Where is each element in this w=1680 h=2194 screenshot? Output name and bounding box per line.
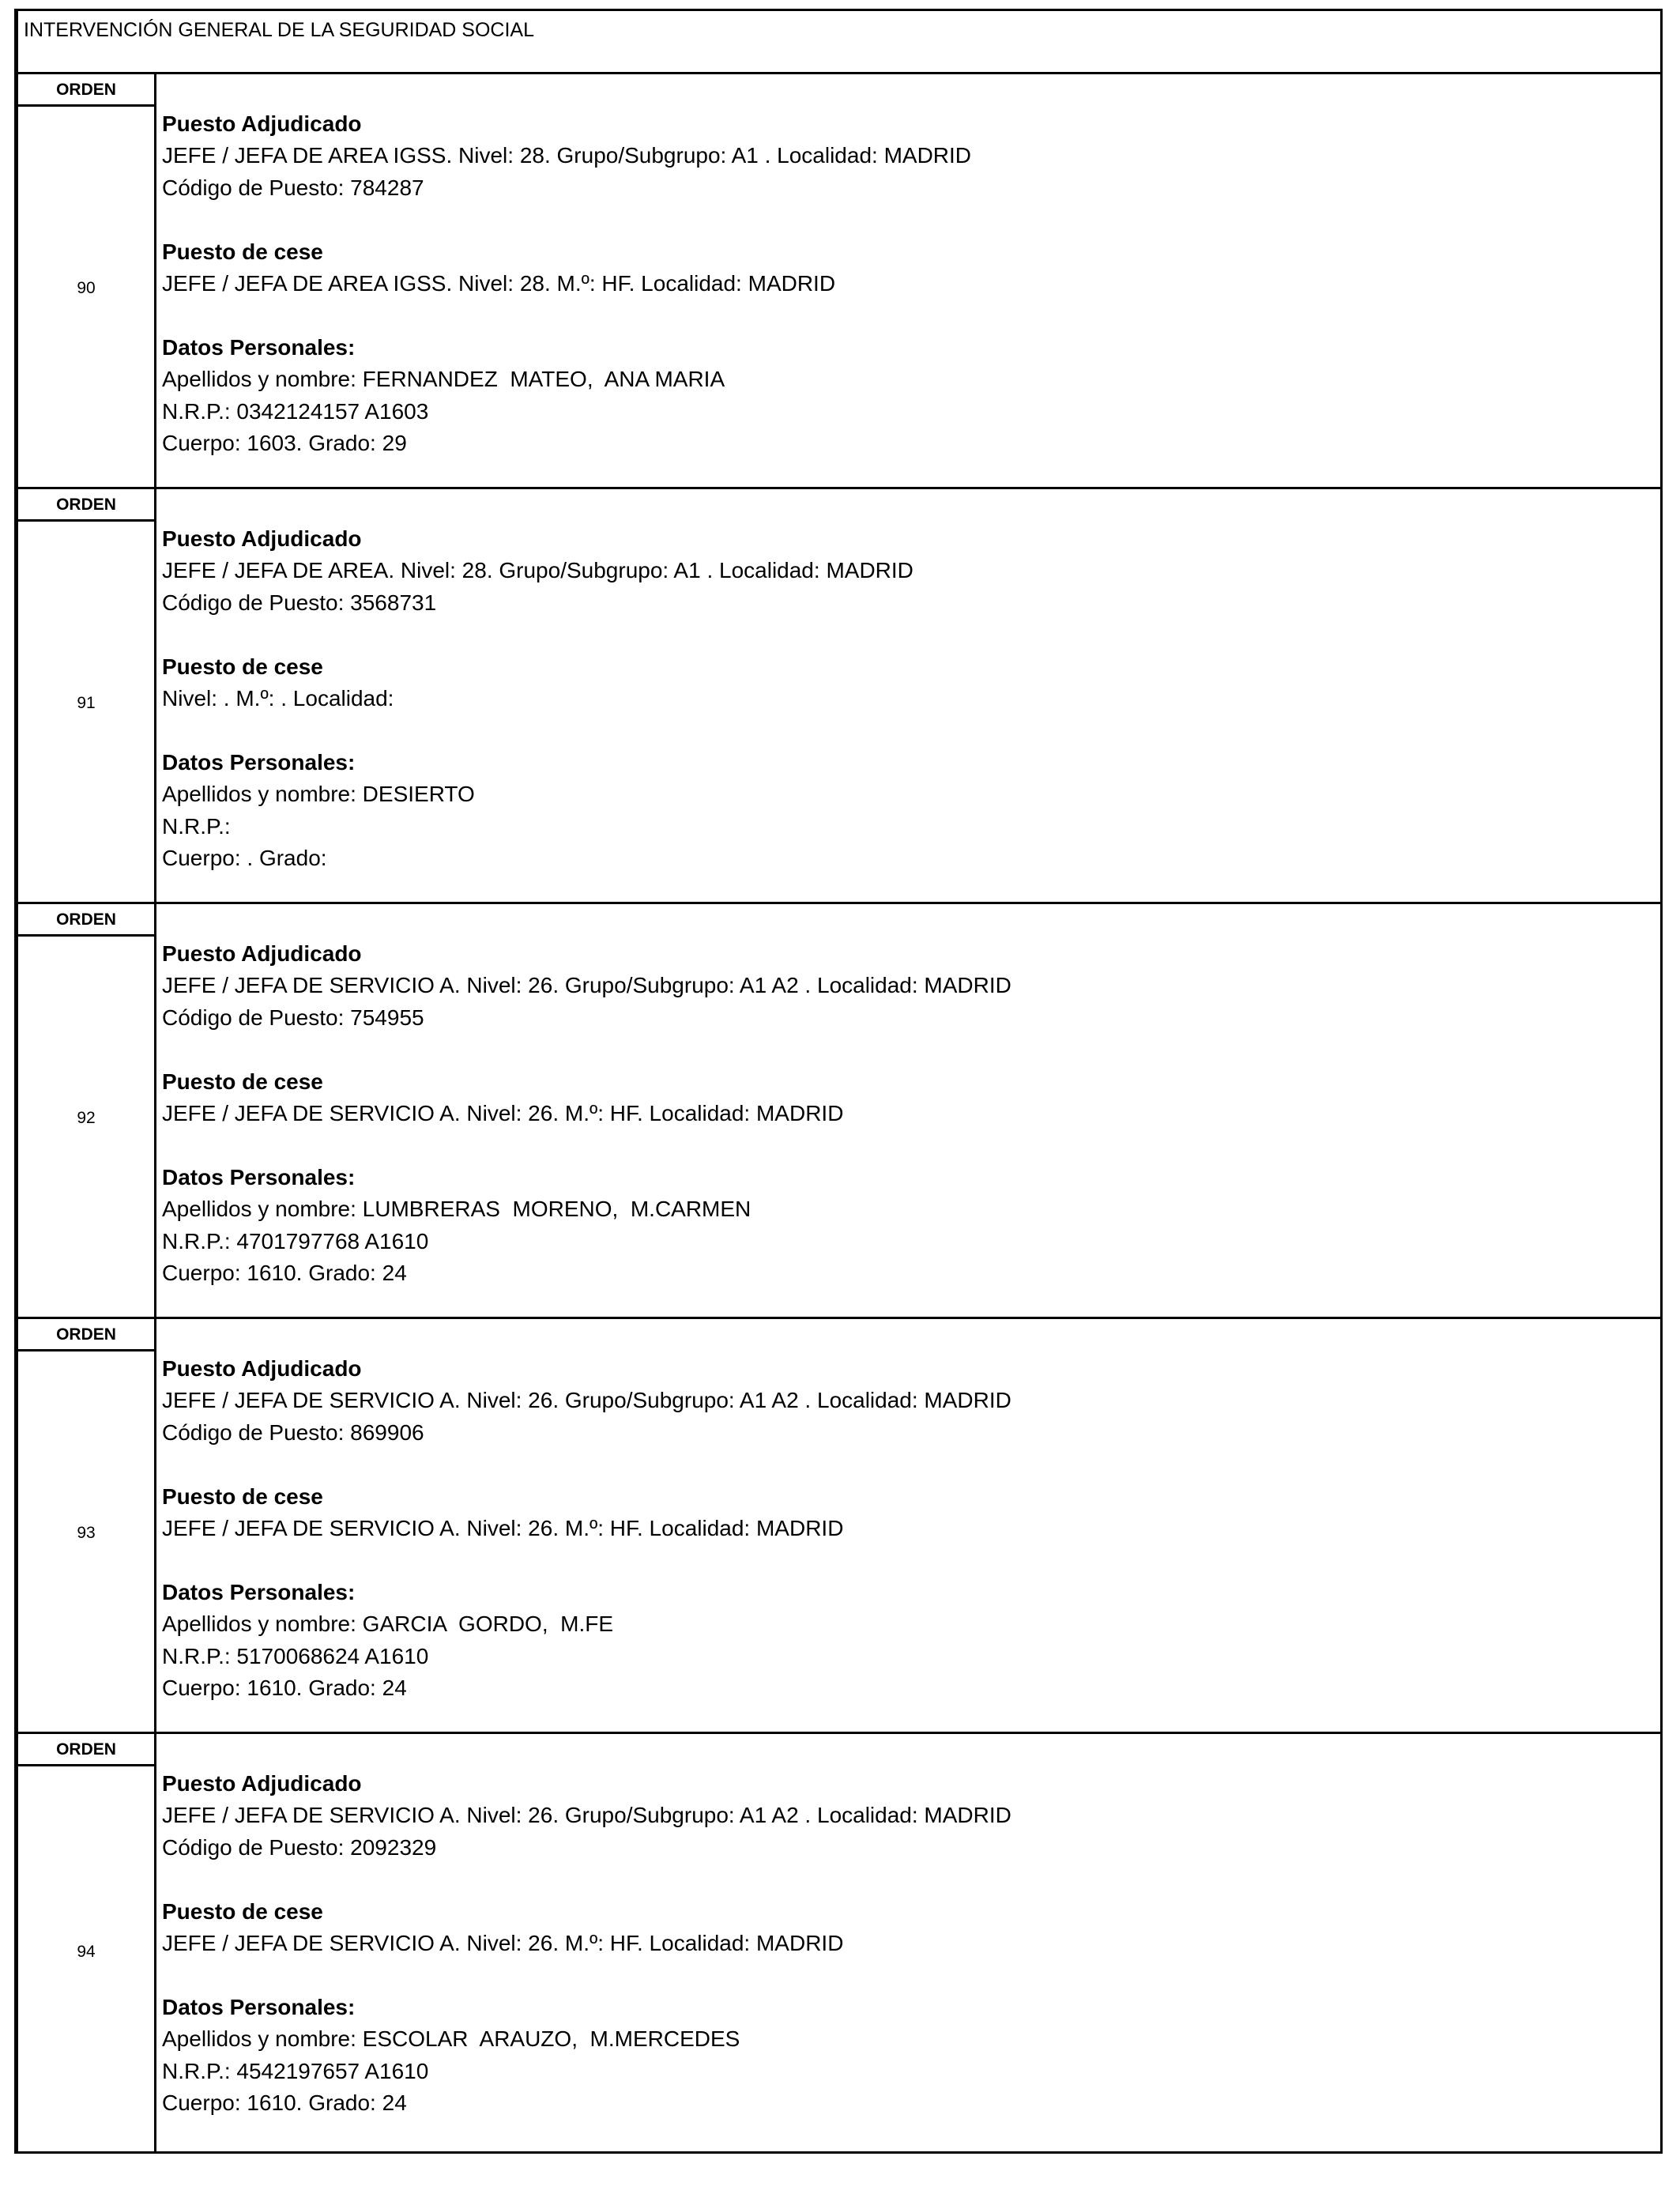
orden-cell	[18, 489, 156, 902]
table-row	[18, 1734, 1660, 2154]
orden-number: 94	[77, 1942, 96, 1961]
nrp: N.R.P.:	[162, 813, 231, 839]
codigo-puesto: Código de Puesto: 2092329	[162, 1834, 437, 1860]
spacer	[162, 714, 1652, 746]
orden-label: ORDEN	[18, 1319, 154, 1351]
orden-number: 90	[77, 279, 96, 297]
datos-personales-heading: Datos Personales:	[162, 1994, 356, 2019]
cuerpo-grado: Cuerpo: 1603. Grado: 29	[162, 430, 407, 455]
puesto-adjudicado-heading: Puesto Adjudicado	[162, 111, 362, 136]
apellidos-nombre: Apellidos y nombre: DESIERTO	[162, 782, 475, 807]
cuerpo-grado: Cuerpo: . Grado:	[162, 845, 327, 870]
record-details	[162, 1768, 1652, 2119]
spacer	[162, 1959, 1652, 1991]
puesto-cese-detail: JEFE / JEFA DE AREA IGSS. Nivel: 28. M.º: HF. Localidad: MADRID	[162, 270, 836, 296]
puesto-adjudicado-detail: JEFE / JEFA DE SERVICIO A. Nivel: 26. Grupo/Subgrupo: A1 A2 . Localidad: MADRID	[162, 1803, 1011, 1828]
record-details	[162, 1353, 1652, 1704]
orden-number: 92	[77, 1109, 96, 1127]
datos-personales-heading: Datos Personales:	[162, 1579, 356, 1604]
apellidos-nombre: Apellidos y nombre: GARCIA GORDO, M.FE	[162, 1612, 614, 1637]
puesto-adjudicado-heading: Puesto Adjudicado	[162, 1771, 362, 1796]
table-row	[18, 74, 1660, 489]
puesto-adjudicado-detail: JEFE / JEFA DE SERVICIO A. Nivel: 26. Grupo/Subgrupo: A1 A2 . Localidad: MADRID	[162, 1388, 1011, 1413]
spacer	[162, 1544, 1652, 1576]
puesto-cese-detail: JEFE / JEFA DE SERVICIO A. Nivel: 26. M.º: HF. Localidad: MADRID	[162, 1930, 844, 1955]
puesto-adjudicado-detail: JEFE / JEFA DE AREA. Nivel: 28. Grupo/Subgrupo: A1 . Localidad: MADRID	[162, 558, 913, 583]
codigo-puesto: Código de Puesto: 3568731	[162, 590, 437, 615]
orden-label: ORDEN	[18, 904, 154, 937]
datos-personales-heading: Datos Personales:	[162, 749, 356, 775]
orden-label: ORDEN	[18, 489, 154, 522]
orden-cell	[18, 1319, 156, 1732]
table-row	[18, 904, 1660, 1319]
puesto-cese-heading: Puesto de cese	[162, 239, 323, 264]
puesto-cese-detail: JEFE / JEFA DE SERVICIO A. Nivel: 26. M.º: HF. Localidad: MADRID	[162, 1515, 844, 1540]
spacer	[162, 619, 1652, 650]
cuerpo-grado: Cuerpo: 1610. Grado: 24	[162, 1675, 407, 1700]
codigo-puesto: Código de Puesto: 754955	[162, 1005, 424, 1030]
orden-label: ORDEN	[18, 74, 154, 107]
cuerpo-grado: Cuerpo: 1610. Grado: 24	[162, 1260, 407, 1285]
table-row	[18, 489, 1660, 904]
apellidos-nombre: Apellidos y nombre: ESCOLAR ARAUZO, M.MERCEDES	[162, 2026, 740, 2052]
cuerpo-grado: Cuerpo: 1610. Grado: 24	[162, 2090, 407, 2115]
nrp: N.R.P.: 4542197657 A1610	[162, 2058, 429, 2083]
apellidos-nombre: Apellidos y nombre: LUMBRERAS MORENO, M.CARMEN	[162, 1197, 751, 1222]
codigo-puesto: Código de Puesto: 784287	[162, 175, 424, 200]
puesto-adjudicado-heading: Puesto Adjudicado	[162, 526, 362, 551]
document-table	[14, 9, 1663, 2154]
orden-number: 91	[77, 694, 96, 712]
orden-cell	[18, 1734, 156, 2154]
table-header	[18, 11, 1660, 74]
puesto-cese-heading: Puesto de cese	[162, 1898, 323, 1924]
datos-personales-heading: Datos Personales:	[162, 1164, 356, 1189]
record-details	[162, 938, 1652, 1289]
nrp: N.R.P.: 4701797768 A1610	[162, 1228, 429, 1253]
spacer	[162, 1129, 1652, 1161]
codigo-puesto: Código de Puesto: 869906	[162, 1419, 424, 1445]
spacer	[162, 1449, 1652, 1480]
spacer	[162, 300, 1652, 331]
orden-label: ORDEN	[18, 1734, 154, 1766]
nrp: N.R.P.: 0342124157 A1603	[162, 398, 429, 424]
puesto-cese-detail: JEFE / JEFA DE SERVICIO A. Nivel: 26. M.º: HF. Localidad: MADRID	[162, 1100, 844, 1125]
puesto-adjudicado-heading: Puesto Adjudicado	[162, 941, 362, 966]
puesto-adjudicado-detail: JEFE / JEFA DE SERVICIO A. Nivel: 26. Grupo/Subgrupo: A1 A2 . Localidad: MADRID	[162, 973, 1011, 998]
apellidos-nombre: Apellidos y nombre: FERNANDEZ MATEO, ANA MARIA	[162, 367, 725, 392]
spacer	[162, 1034, 1652, 1065]
nrp: N.R.P.: 5170068624 A1610	[162, 1643, 429, 1668]
puesto-adjudicado-heading: Puesto Adjudicado	[162, 1356, 362, 1381]
spacer	[162, 204, 1652, 236]
puesto-cese-heading: Puesto de cese	[162, 1483, 323, 1509]
datos-personales-heading: Datos Personales:	[162, 334, 356, 360]
orden-cell	[18, 904, 156, 1317]
page-title: INTERVENCIÓN GENERAL DE LA SEGURIDAD SOCIAL	[24, 19, 534, 41]
spacer	[162, 1864, 1652, 1895]
puesto-adjudicado-detail: JEFE / JEFA DE AREA IGSS. Nivel: 28. Grupo/Subgrupo: A1 . Localidad: MADRID	[162, 143, 972, 168]
orden-cell	[18, 74, 156, 487]
orden-number: 93	[77, 1524, 96, 1542]
record-details	[162, 108, 1652, 459]
puesto-cese-detail: Nivel: . M.º: . Localidad:	[162, 685, 394, 711]
record-details	[162, 523, 1652, 874]
puesto-cese-heading: Puesto de cese	[162, 1069, 323, 1094]
table-row	[18, 1319, 1660, 1734]
puesto-cese-heading: Puesto de cese	[162, 654, 323, 679]
